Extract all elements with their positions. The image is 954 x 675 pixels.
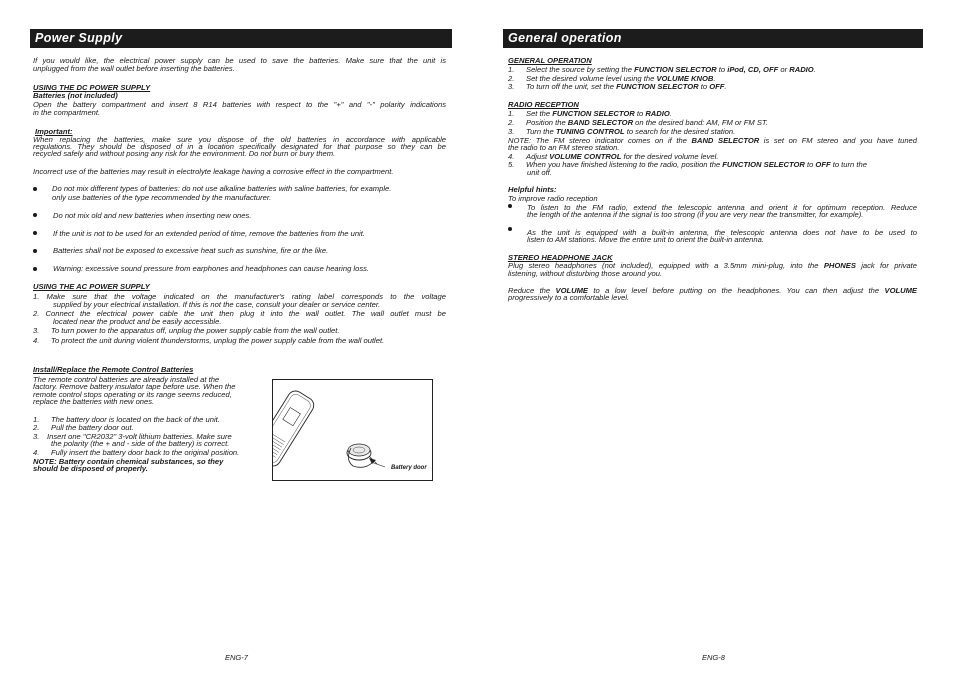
hint-1-line-2: the length of the antenna if the signal is too strong (if you are very near the transmitter, for example). (527, 210, 864, 219)
hint-1-line-1: To listen to the FM radio, extend the telescopic antenna and orient it for optimum reception. Reduce (527, 203, 917, 212)
ac-item-3-text: To turn power to the apparatus off, unplug the power supply cable from the wall outlet. (51, 326, 340, 335)
bullet-dot (33, 187, 37, 191)
remote-text-3: remote control stops operating or its range seems reduced, (33, 390, 232, 399)
power-supply-title: Power Supply (35, 31, 123, 45)
radio-item-4: 4. Adjust VOLUME CONTROL for the desired volume level. (508, 152, 719, 161)
remote-item-1-num: 1. (33, 415, 40, 424)
remote-note-1: NOTE: Battery contain chemical substances, so they (33, 457, 224, 466)
ac-item-2-line-2: located near the product and be easily accessible. (53, 317, 222, 326)
remote-item-2-text: Pull the battery door out. (51, 423, 134, 432)
radio-note-line-2: the radio to an FM stereo station. (508, 143, 620, 152)
hint-2-line-1: As the unit is equipped with a built-in antenna, the telescopic antenna does not have to be used to (527, 228, 917, 237)
dc-text-2: in the compartment. (33, 108, 101, 117)
bullet-dot (508, 227, 512, 231)
jack-text-line-1: Plug stereo headphones (not included), equipped with a 3.5mm mini-plug, into the PHONES jack for private (508, 261, 917, 270)
ac-item-2-line-1: Connect the electrical power cable the unit then plug it into the wall outlet. The wall outlet must be (45, 309, 446, 318)
remote-item-4 (33, 449, 239, 457)
radio-item-5: 5. When you have finished listening to the radio, position the FUNCTION SELECTOR to OFF to turn the (508, 160, 867, 169)
dc-heading: USING THE DC POWER SUPPLY (33, 83, 151, 92)
bullet-3: If the unit is not to be used for an extended period of time, remove the batteries from the unit. (53, 229, 365, 238)
remote-item-3-line-2: the polarity (the + and - side of the battery) is correct. (51, 439, 230, 448)
bullet-dot (508, 204, 512, 208)
gen-item-3: 3. To turn off the unit, set the FUNCTION SELECTOR to OFF. (508, 82, 727, 91)
general-operation-title: General operation (508, 31, 622, 45)
ac-item-4 (33, 337, 384, 345)
radio-item-5-line-2: unit off. (527, 168, 552, 177)
remote-battery-figure (272, 379, 433, 481)
bullet-1-line-1: Do not mix different types of batteries: do not use alkaline batteries with saline batteries, for example. (52, 184, 392, 193)
radio-item-1: 1. Set the FUNCTION SELECTOR to RADIO. (508, 109, 672, 118)
dc-text-1: Open the battery compartment and insert 8 R14 batteries with respect to the "+" and "-" polarity indications (33, 100, 446, 109)
important-line-3: recycled safely and without posing any risk for the environment. Do not burn or bury them. (33, 149, 336, 158)
gen-heading: GENERAL OPERATION (508, 56, 592, 65)
remote-item-3-line-1: Insert one "CR2032" 3-volt lithium batteries. Make sure (47, 432, 232, 441)
important-line-2: regulations. They should be disposed of in a location specifically designated for that purpose so they can be (33, 142, 446, 151)
battery-door-label: Battery door (391, 465, 427, 471)
bullet-5: Warning: excessive sound pressure from earphones and headphones can cause hearing loss. (53, 264, 370, 273)
bullet-2: Do not mix old and new batteries when inserting new ones. (53, 211, 252, 220)
jack-heading: STEREO HEADPHONE JACK (508, 253, 613, 262)
electrolyte-warning: Incorrect use of the batteries may result in electrolyte leakage having a corrosive effect in the compartment. (33, 167, 394, 176)
remote-item-1-text: The battery door is located on the back of the unit. (51, 415, 220, 424)
ac-item-3-num: 3. (33, 326, 40, 335)
bullet-4: Batteries shall not be exposed to excessive heat such as sunshine, fire or the like. (53, 246, 329, 255)
hint-2-line-2: listen to AM stations. Move the entire unit to orient the built-in antenna. (527, 235, 764, 244)
ac-heading: USING THE AC POWER SUPPLY (33, 282, 150, 291)
remote-text-4: replace the batteries with new ones. (33, 397, 155, 406)
reduce-line-1: Reduce the VOLUME to a low level before putting on the headphones. You can then adjust the VOLUME (508, 286, 917, 295)
ac-item-1-line-1: Make sure that the voltage indicated on the manufacturer's rating label corresponds to the voltage (46, 292, 446, 301)
page-number-right: ENG-8 (702, 653, 725, 662)
ac-item-2-num: 2. (33, 309, 40, 318)
intro-line-1: If you would like, the electrical power supply can be used to save the batteries. Make sure that the unit is (33, 56, 446, 65)
radio-item-3: 3. Turn the TUNING CONTROL to search for the desired station. (508, 127, 736, 136)
important-heading: Important: (35, 127, 73, 136)
remote-item-3-num: 3. (33, 432, 40, 441)
bullet-dot (33, 267, 37, 271)
power-supply-header (30, 29, 452, 48)
jack-text-line-2: listening, without disturbing those around you. (508, 269, 663, 278)
ac-item-3 (33, 327, 339, 335)
page-number-left: ENG-7 (225, 653, 248, 662)
remote-item-2-num: 2. (33, 423, 40, 432)
intro-line-2: unplugged from the wall outlet before inserting the batteries. (33, 64, 235, 73)
remote-item-4-text: Fully insert the battery door back to the original position. (51, 448, 240, 457)
remote-note-2: should be disposed of properly. (33, 464, 148, 473)
gen-item-2: 2. Set the desired volume level using the VOLUME KNOB. (508, 74, 716, 83)
ac-item-4-text: To protect the unit during violent thunderstorms, unplug the power supply cable from the wall outlet. (51, 336, 385, 345)
remote-text-2: factory. Remove battery insulator tape before use. When the (33, 382, 236, 391)
radio-item-2: 2. Position the BAND SELECTOR on the desired band: AM, FM or FM ST. (508, 118, 768, 127)
ac-item-1-line-2: supplied by your electrical installation. If this is not the case, consult your dealer or service center. (53, 300, 381, 309)
important-line-1: When replacing the batteries, make sure you dispose of the old batteries in accordance with applicable (33, 135, 446, 144)
radio-note-line-1: NOTE: The FM stereo indicator comes on if the BAND SELECTOR is set on FM stereo and you have tuned (508, 136, 917, 145)
hints-subheading: To improve radio reception (508, 194, 598, 203)
bullet-dot (33, 231, 37, 235)
radio-heading: RADIO RECEPTION (508, 100, 579, 109)
bullet-dot (33, 249, 37, 253)
dc-subheading: Batteries (not included) (33, 91, 118, 100)
gen-item-1: 1. Select the source by setting the FUNCTION SELECTOR to iPod, CD, OFF or RADIO. (508, 65, 816, 74)
bullet-1-line-2: only use batteries of the type recommended by the manufacturer. (52, 193, 272, 202)
remote-item-2 (33, 424, 134, 432)
ac-item-1-num: 1. (33, 292, 40, 301)
remote-text-1: The remote control batteries are already installed at the (33, 375, 220, 384)
hints-heading: Helpful hints: (508, 185, 557, 194)
general-operation-header (503, 29, 923, 48)
ac-item-4-num: 4. (33, 336, 40, 345)
reduce-line-2: progressively to a comfortable level. (508, 293, 630, 302)
remote-heading: Install/Replace the Remote Control Batteries (33, 365, 194, 374)
remote-item-4-num: 4. (33, 448, 40, 457)
bullet-dot (33, 213, 37, 217)
